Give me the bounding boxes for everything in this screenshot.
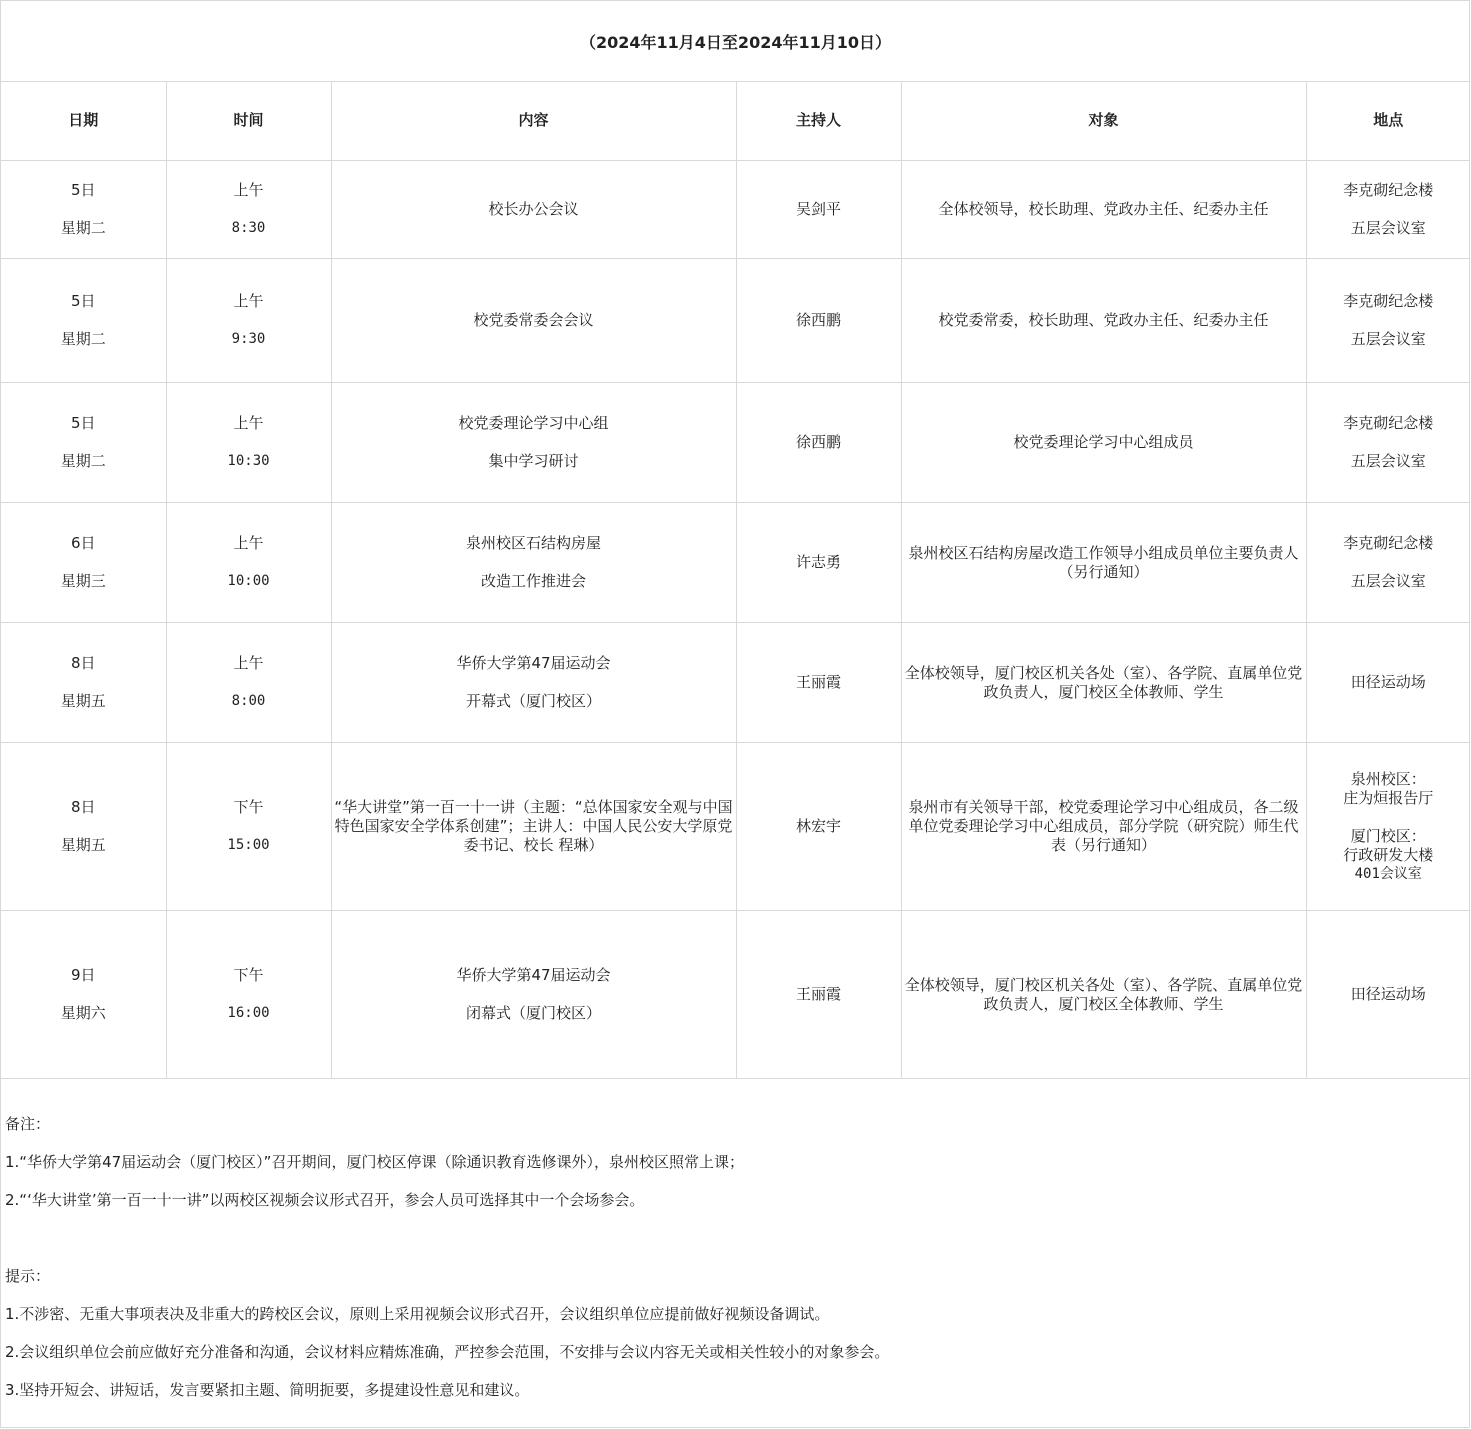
location-cell [1306,161,1470,259]
location-cell [1306,503,1470,623]
header-time: 时间 [166,81,331,161]
content-line: 开幕式（厦门校区） [465,692,601,710]
time-period: 下午 [233,798,264,816]
content-cell [331,259,736,383]
time-clock: 9:30 [231,331,266,347]
audience-cell [901,383,1306,503]
time-cell [166,259,331,383]
location-line: 田径运动场 [1350,985,1426,1003]
content-line: 闭幕式（厦门校区） [465,1004,601,1022]
date-day: 5日 [70,414,96,432]
time-clock: 10:30 [227,453,270,469]
header-date: 日期 [1,81,166,161]
time-clock: 8:00 [231,693,266,709]
time-cell [166,383,331,503]
time-clock: 8:30 [231,220,266,236]
location-line: 401会议室 [1354,865,1422,882]
location-line: 五层会议室 [1350,452,1426,470]
host-name: 徐西鹏 [795,311,841,329]
table-row [1,911,1470,1079]
date-weekday: 星期五 [60,692,106,710]
date-cell [1,161,166,259]
location-line: 厦门校区： [1350,826,1426,845]
table-row [1,383,1470,503]
content-line: 改造工作推进会 [480,572,586,590]
remark-title: 备注： [5,1115,51,1133]
location-cell [1306,383,1470,503]
content-line: 集中学习研讨 [488,452,579,470]
location-line: 五层会议室 [1350,219,1426,237]
time-clock: 15:00 [227,837,270,853]
audience-text: 校党委常委，校长助理、党政办主任、纪委办主任 [938,311,1269,329]
date-cell [1,503,166,623]
date-day: 5日 [70,292,96,310]
schedule-title: （2024年11月4日至2024年11月10日） [1,1,1470,82]
audience-cell [901,161,1306,259]
date-cell [1,623,166,743]
table-row [1,623,1470,743]
location-line: 李克砌纪念楼 [1343,414,1434,432]
header-host: 主持人 [736,81,901,161]
date-weekday: 星期五 [60,836,106,854]
audience-text: 全体校领导，校长助理、党政办主任、纪委办主任 [938,200,1269,218]
content-cell [331,503,736,623]
host-cell [736,161,901,259]
content-cell [331,161,736,259]
table-row [1,743,1470,911]
location-line: 五层会议室 [1350,330,1426,348]
content-line: 校长办公会议 [488,200,579,218]
date-cell [1,743,166,911]
table-row [1,503,1470,623]
schedule-table [1,81,1470,1079]
host-cell [736,503,901,623]
audience-text: 泉州市有关领导干部，校党委理论学习中心组成员，各二级单位党委理论学习中心组成员，部分学院（研究院）师生代表（另行通知） [908,798,1299,854]
date-weekday: 星期二 [60,330,106,348]
location-cell [1306,743,1470,911]
date-weekday: 星期二 [60,452,106,470]
host-cell [736,743,901,911]
location-line: 五层会议室 [1350,572,1426,590]
content-line: 华侨大学第47届运动会 [456,966,611,984]
audience-text: 全体校领导，厦门校区机关各处（室）、各学院、直属单位党政负责人，厦门校区全体教师、学生 [904,663,1303,701]
date-day: 9日 [70,966,96,984]
time-period: 下午 [233,966,264,984]
audience-cell [901,743,1306,911]
location-line: 行政研发大楼 [1343,845,1434,864]
content-cell [331,383,736,503]
location-cell [1306,623,1470,743]
host-name: 吴剑平 [795,200,841,218]
header-content: 内容 [331,81,736,161]
table-row [1,259,1470,383]
content-line: 校党委常委会会议 [473,311,594,329]
time-period: 上午 [233,414,264,432]
content-cell [331,743,736,911]
tip-title: 提示： [5,1267,51,1285]
date-cell [1,911,166,1079]
host-cell [736,911,901,1079]
content-cell [331,623,736,743]
tip-item: 1.不涉密、无重大事项表决及非重大的跨校区会议，原则上采用视频会议形式召开，会议组织单位应提前做好视频设备调试。 [5,1305,830,1323]
host-name: 徐西鹏 [795,433,841,451]
content-line: “华大讲堂”第一百一十一讲（主题：“总体国家安全观与中国特色国家安全学体系创建”；主讲人：中国人民公安大学原党委书记、校长 程琳） [334,798,733,854]
time-period: 上午 [233,181,264,199]
time-cell [166,503,331,623]
location-cell [1306,259,1470,383]
content-line: 校党委理论学习中心组 [458,414,609,432]
date-weekday: 星期二 [60,219,106,237]
host-cell [736,623,901,743]
location-line: 李克砌纪念楼 [1343,181,1434,199]
tip-item: 3.坚持开短会、讲短话，发言要紧扣主题、简明扼要，多提建设性意见和建议。 [5,1381,530,1399]
date-weekday: 星期三 [60,572,106,590]
location-line: 庄为烜报告厅 [1343,788,1434,807]
date-day: 8日 [70,798,96,816]
time-cell [166,911,331,1079]
audience-cell [901,259,1306,383]
table-row [1,161,1470,259]
host-name: 王丽霞 [795,985,841,1003]
time-period: 上午 [233,292,264,310]
time-cell [166,161,331,259]
host-cell [736,383,901,503]
time-period: 上午 [233,654,264,672]
header-audience: 对象 [901,81,1306,161]
host-cell [736,259,901,383]
date-day: 8日 [70,654,96,672]
time-cell [166,743,331,911]
time-period: 上午 [233,534,264,552]
date-weekday: 星期六 [60,1004,106,1022]
location-line: 田径运动场 [1350,673,1426,691]
date-day: 6日 [70,534,96,552]
remark-item: 1.“华侨大学第47届运动会（厦门校区）”召开期间，厦门校区停课（除通识教育选修课外），泉州校区照常上课； [5,1153,744,1171]
host-name: 王丽霞 [795,673,841,691]
remark-item: 2.“‘华大讲堂’第一百一十一讲”以两校区视频会议形式召开，参会人员可选择其中一个会场参会。 [5,1191,645,1209]
host-name: 林宏宇 [795,817,841,835]
time-clock: 16:00 [227,1005,270,1021]
audience-text: 校党委理论学习中心组成员 [1013,433,1194,451]
time-cell [166,623,331,743]
table-header-row [1,81,1470,161]
audience-cell [901,503,1306,623]
date-day: 5日 [70,181,96,199]
header-location: 地点 [1306,81,1470,161]
audience-cell [901,623,1306,743]
content-cell [331,911,736,1079]
audience-cell [901,911,1306,1079]
location-cell [1306,911,1470,1079]
location-line: 李克砌纪念楼 [1343,534,1434,552]
location-line: 泉州校区： [1350,769,1426,788]
audience-text: 全体校领导，厦门校区机关各处（室）、各学院、直属单位党政负责人，厦门校区全体教师、学生 [904,975,1303,1013]
date-cell [1,383,166,503]
tip-item: 2.会议组织单位会前应做好充分准备和沟通，会议材料应精炼准确，严控参会范围，不安排与会议内容无关或相关性较小的对象参会。 [5,1343,890,1361]
content-line: 泉州校区石结构房屋 [465,534,601,552]
location-line: 李克砌纪念楼 [1343,292,1434,310]
content-line: 华侨大学第47届运动会 [456,654,611,672]
host-name: 许志勇 [795,553,841,571]
notes-section [5,1105,1465,1409]
time-clock: 10:00 [227,573,270,589]
audience-text: 泉州校区石结构房屋改造工作领导小组成员单位主要负责人（另行通知） [908,543,1299,581]
date-cell [1,259,166,383]
